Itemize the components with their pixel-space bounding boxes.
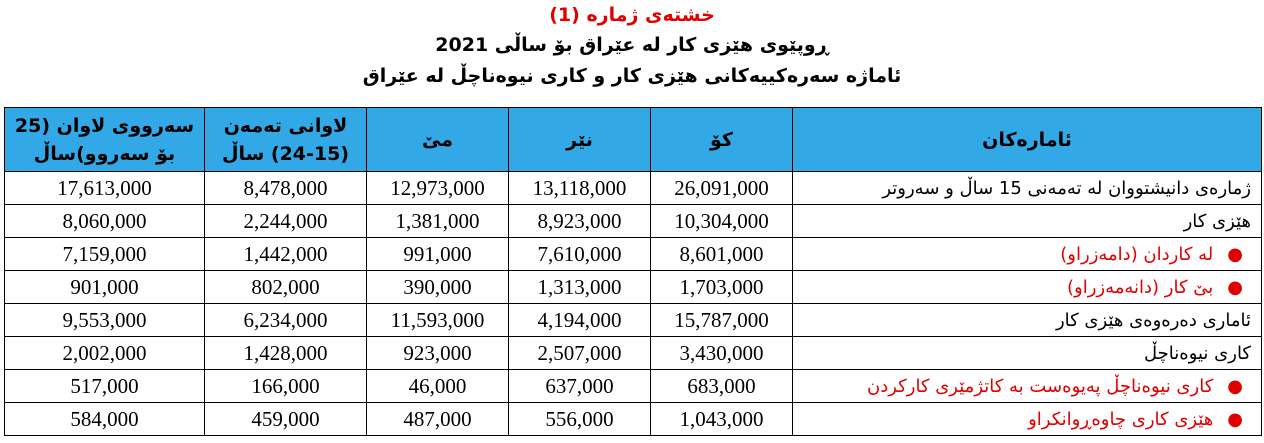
survey-title: ڕوپێوی هێزی کار لە عێراق بۆ ساڵی 2021 — [435, 34, 829, 56]
cell-male: 2,507,000 — [509, 337, 651, 370]
cell-male: 4,194,000 — [509, 304, 651, 337]
row-label-text: ژمارەی دانیشتووان لە تەمەنی 15 ساڵ و سەروتر — [882, 177, 1251, 199]
cell-female: 12,973,000 — [367, 172, 509, 205]
row-label-text: کاری نیوەناچڵ — [1144, 342, 1251, 364]
table-row — [5, 172, 1262, 205]
table-row — [5, 370, 1262, 403]
row-label — [793, 238, 1262, 271]
bullet-icon: ● — [1227, 243, 1243, 265]
row-label-text: ئاماری دەرەوەی هێزی کار — [1055, 309, 1251, 331]
cell-male: 8,923,000 — [509, 205, 651, 238]
cell-youth: 459,000 — [205, 403, 367, 436]
table-row — [5, 238, 1262, 271]
header-indicators: ئامارەکان — [793, 108, 1262, 172]
cell-female: 11,593,000 — [367, 304, 509, 337]
indicators-subtitle: ئاماژە سەرەکییەکانی هێزی کار و کاری نیوەناچڵ لە عێراق — [362, 65, 902, 87]
row-label — [793, 337, 1262, 370]
table-row — [5, 337, 1262, 370]
bullet-icon: ● — [1227, 276, 1243, 298]
cell-adults: 17,613,000 — [5, 172, 205, 205]
table-row — [5, 271, 1262, 304]
row-label — [793, 370, 1262, 403]
header-youth: لاوانی تەمەن (15-24) ساڵ — [205, 108, 367, 172]
row-label — [793, 403, 1262, 436]
header-row — [5, 108, 1262, 172]
row-label — [793, 271, 1262, 304]
cell-total: 1,043,000 — [651, 403, 793, 436]
cell-total: 3,430,000 — [651, 337, 793, 370]
cell-female: 487,000 — [367, 403, 509, 436]
cell-total: 26,091,000 — [651, 172, 793, 205]
row-label-text: هێزی کاری چاوەڕوانکراو — [1028, 408, 1214, 430]
row-label-text: کاری نیوەناچڵ پەیوەست بە کاتژمێری کارکردن — [867, 375, 1214, 397]
header-adults: سەرووی لاوان (25 بۆ سەروو)ساڵ — [5, 108, 205, 172]
bullet-icon: ● — [1227, 408, 1243, 430]
cell-female: 991,000 — [367, 238, 509, 271]
cell-youth: 8,478,000 — [205, 172, 367, 205]
cell-total: 10,304,000 — [651, 205, 793, 238]
cell-adults: 7,159,000 — [5, 238, 205, 271]
cell-adults: 8,060,000 — [5, 205, 205, 238]
labour-force-table — [4, 107, 1262, 436]
bullet-icon: ● — [1227, 375, 1243, 397]
cell-youth: 802,000 — [205, 271, 367, 304]
cell-female: 923,000 — [367, 337, 509, 370]
cell-total: 683,000 — [651, 370, 793, 403]
row-label-text: هێزی کار — [1183, 210, 1251, 232]
cell-total: 8,601,000 — [651, 238, 793, 271]
title-block — [0, 0, 1264, 92]
table-number-title: خشتەی ژمارە (1) — [549, 4, 715, 26]
row-label — [793, 304, 1262, 337]
cell-female: 390,000 — [367, 271, 509, 304]
cell-youth: 6,234,000 — [205, 304, 367, 337]
cell-male: 7,610,000 — [509, 238, 651, 271]
cell-youth: 1,428,000 — [205, 337, 367, 370]
table-row — [5, 403, 1262, 436]
cell-youth: 2,244,000 — [205, 205, 367, 238]
cell-male: 1,313,000 — [509, 271, 651, 304]
cell-adults: 901,000 — [5, 271, 205, 304]
row-label — [793, 205, 1262, 238]
table-row — [5, 304, 1262, 337]
row-label — [793, 172, 1262, 205]
cell-youth: 166,000 — [205, 370, 367, 403]
cell-female: 46,000 — [367, 370, 509, 403]
cell-youth: 1,442,000 — [205, 238, 367, 271]
cell-total: 1,703,000 — [651, 271, 793, 304]
header-male: نێر — [509, 108, 651, 172]
cell-adults: 2,002,000 — [5, 337, 205, 370]
cell-total: 15,787,000 — [651, 304, 793, 337]
cell-male: 637,000 — [509, 370, 651, 403]
header-female: مێ — [367, 108, 509, 172]
header-total: کۆ — [651, 108, 793, 172]
row-label-text: بێ کار (دانەمەزراو) — [1066, 276, 1214, 298]
cell-male: 13,118,000 — [509, 172, 651, 205]
table-row — [5, 205, 1262, 238]
cell-female: 1,381,000 — [367, 205, 509, 238]
row-label-text: لە کاردان (دامەزراو) — [1060, 243, 1214, 265]
cell-adults: 517,000 — [5, 370, 205, 403]
cell-adults: 9,553,000 — [5, 304, 205, 337]
cell-adults: 584,000 — [5, 403, 205, 436]
cell-male: 556,000 — [509, 403, 651, 436]
